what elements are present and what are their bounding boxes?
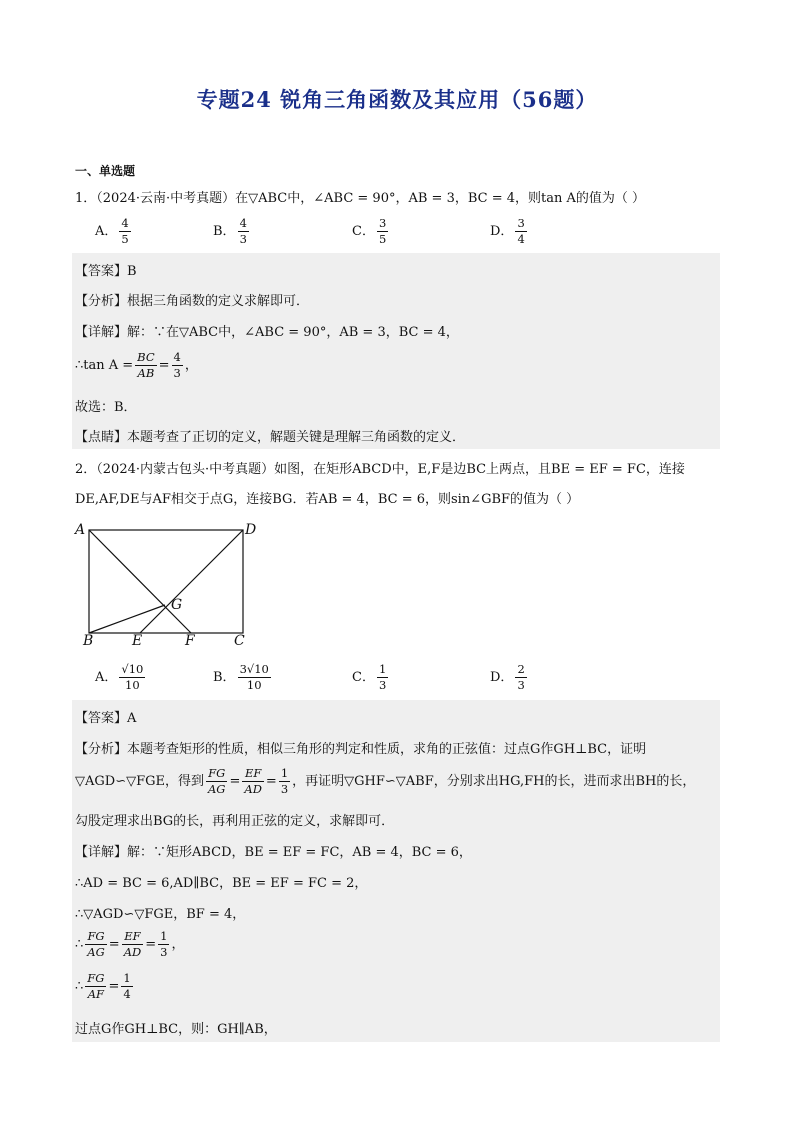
q2-detail-line2: ∴AD = BC = 6,AD∥BC，BE = EF = FC = 2， <box>75 876 368 891</box>
q1-option-d[interactable] <box>490 216 529 247</box>
q1-comment: 【点睛】本题考查了正切的定义，解题关键是理解三角函数的定义． <box>75 430 466 445</box>
q1-option-a[interactable] <box>95 216 133 247</box>
q2-detail-line1: 【详解】解：∵矩形ABCD，BE = EF = FC，AB = 4，BC = 6， <box>75 845 472 860</box>
q2-detail-line6: 过点G作GH⊥BC，则：GH∥AB， <box>75 1022 277 1037</box>
fraction: $\frac{1}{3}$ <box>378 662 387 692</box>
label-c: C <box>234 633 245 649</box>
fraction: $\frac{3}{5}$ <box>378 216 387 246</box>
q1-detail: 【详解】解：∵在▽ABC中，∠ABC = 90°，AB = 3，BC = 4， <box>75 325 459 340</box>
q2-analysis-line3: 勾股定理求出BG的长，再利用正弦的定义，求解即可． <box>75 814 395 829</box>
fraction: $\frac{3}{4}$ <box>517 216 525 246</box>
q1-analysis: 【分析】根据三角函数的定义求解即可． <box>75 294 310 309</box>
q2-analysis-line1: 【分析】本题考查矩形的性质，相似三角形的判定和性质，求角的正弦值：过点G作GH⊥BC，证明 <box>75 742 647 757</box>
label-g: G <box>171 597 183 613</box>
q2-analysis-line2: ▽AGD∽▽FGE，得到 $\frac{FG}{AG}$ = $\frac{EF}{AD}$ = $\frac{1}{3}$ ，再证明▽GHF∽▽ABF，分别求出HG,FH的长，进而求出BH的长， <box>75 766 696 796</box>
q2-answer: 【答案】A <box>75 711 137 726</box>
page-title: 专题24 锐角三角函数及其应用（56题） <box>196 87 598 112</box>
q1-choose: 故选：B． <box>75 400 137 415</box>
segment-de <box>140 530 243 633</box>
option-label: C． <box>352 224 375 239</box>
option-label: C． <box>352 670 375 685</box>
q2-stem-line1: 2．（2024·内蒙古包头·中考真题）如图，在矩形ABCD中，E,F是边BC上两点，且BE = EF = FC，连接 <box>75 462 685 477</box>
fraction: $\frac{2}{3}$ <box>517 662 525 692</box>
q2-option-b[interactable] <box>213 662 273 693</box>
fraction: $\frac{4}{3}$ <box>239 216 247 246</box>
option-label: B． <box>213 670 236 685</box>
label-d: D <box>245 522 257 538</box>
option-label: D． <box>490 224 514 239</box>
q1-step: ∴tan A = $\frac{BC}{AB}$ = $\frac{4}{3}$ ， <box>75 350 198 380</box>
q2-option-d[interactable] <box>490 662 529 693</box>
q1-answer: 【答案】B <box>75 264 137 279</box>
q2-option-a[interactable] <box>95 662 147 693</box>
fraction: $\frac{√10}{10}$ <box>121 662 144 692</box>
q2-stem-line2: DE,AF,DE与AF相交于点G，连接BG．若AB = 4，BC = 6，则sin∠GBF的值为（ ） <box>75 492 580 507</box>
label-a: A <box>75 522 86 538</box>
rectangle-abcd <box>89 530 243 633</box>
segment-af <box>89 530 191 633</box>
fraction: $\frac{4}{5}$ <box>121 216 129 246</box>
q2-detail-line5: ∴ $\frac{FG}{AF}$ = $\frac{1}{4}$ <box>75 971 131 1001</box>
option-label: A． <box>95 224 118 239</box>
q2-detail-line4: ∴ $\frac{FG}{AG}$ = $\frac{EF}{AD}$ = $\frac{1}{3}$ ， <box>75 929 185 959</box>
q1-option-b[interactable] <box>213 216 251 247</box>
q1-stem: 1．（2024·云南·中考真题）在▽ABC中，∠ABC = 90°，AB = 3，BC = 4，则tan A的值为（ ） <box>75 191 646 206</box>
label-e: E <box>132 633 143 649</box>
label-f: F <box>185 633 195 649</box>
option-label: D． <box>490 670 514 685</box>
section-heading: 一、单选题 <box>75 164 136 178</box>
q2-detail-line3: ∴▽AGD∽▽FGE，BF = 4， <box>75 907 246 922</box>
label-b: B <box>83 633 94 649</box>
option-label: A． <box>95 670 118 685</box>
q1-option-c[interactable] <box>352 216 390 247</box>
option-label: B． <box>213 224 236 239</box>
rectangle-figure <box>70 515 270 650</box>
q2-option-c[interactable] <box>352 662 390 693</box>
fraction: $\frac{3√10}{10}$ <box>239 662 269 692</box>
